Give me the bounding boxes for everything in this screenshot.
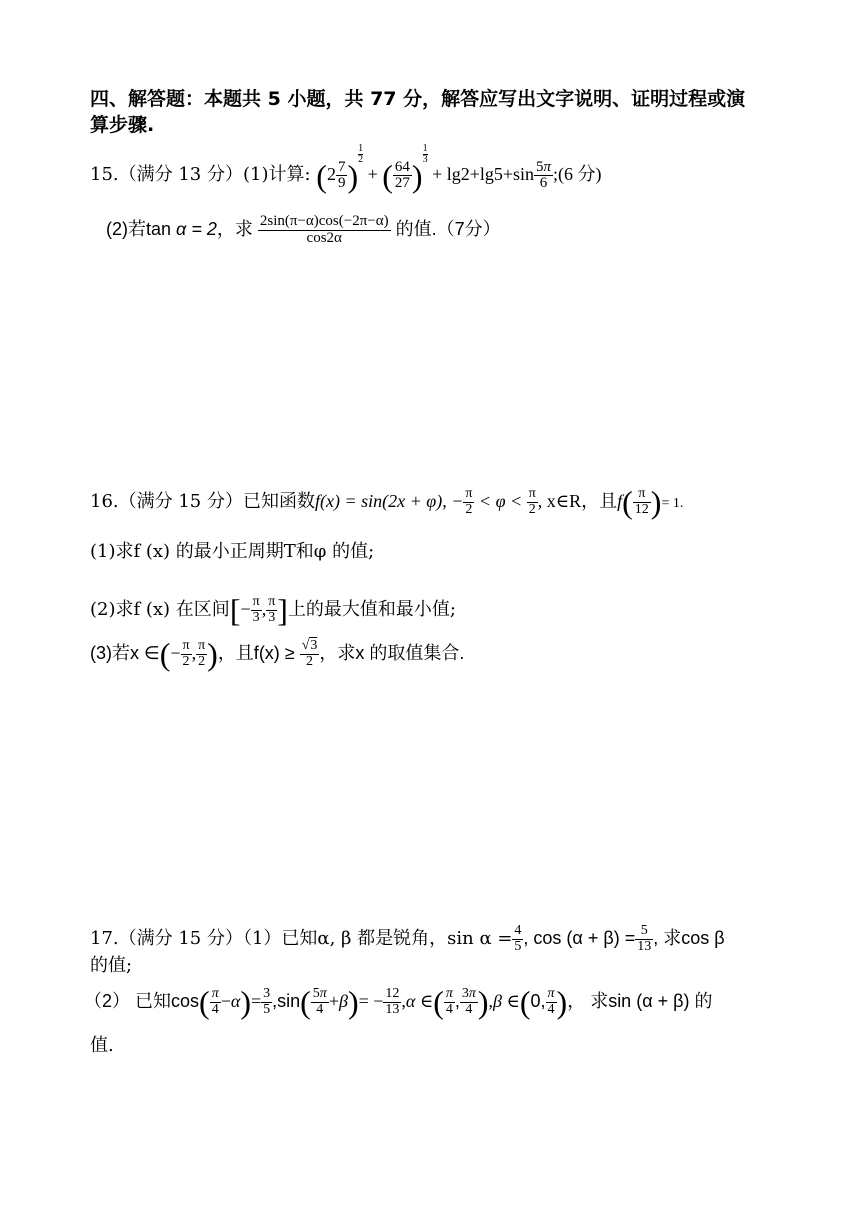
question-16-part-2: (2)求f (x) 在区间[− $\frac{\pi}{3}$ , $\frac{\pi}{3}$ ]上的最大值和最小值;: [90, 592, 457, 628]
question-16-part-3: (3)若x ∈(− $\frac{\pi}{2}$ , $\frac{\pi}{2}$ )，且f(x) ≥ $\frac{√3}{2}$ ，求x 的取值集合.: [90, 636, 465, 672]
question-17-part-2-cont: 值.: [90, 1035, 114, 1056]
question-17-part-1-cont: 的值;: [90, 955, 133, 976]
question-16-stem: 16.（满分 15 分）已知函数f(x) = sin(2x + φ), − $\frac{\pi}{2}$ < φ < $\frac{\pi}{2}$ , x∈R，且f( $\frac{\pi}{12}$ )= 1.: [90, 484, 684, 520]
question-17-part-1: 17.（满分 15 分）（1）已知α, β 都是锐角，sin α = $\frac{4}{5}$ , cos (α + β) = $\frac{5}{13}$ , 求cos β: [90, 923, 725, 954]
question-17-part-2: （2） 已知cos( $\frac{\pi}{4}$ −α)= $\frac{3}{5}$ ,sin( $\frac{5\pi}{4}$ +β)= − $\frac{12}{13}$ ,α ∈( $\frac{\pi}{4}$ , $\frac{3\pi}{4}$ ),β ∈(0, $\frac{\pi}{4}$ )， 求sin (α + β) 的: [84, 984, 713, 1020]
section-heading: 四、解答题：本题共 5 小题，共 77 分，解答应写出文字说明、证明过程或演: [90, 88, 746, 110]
question-16-part-1: (1)求f (x) 的最小正周期T和φ 的值;: [90, 541, 375, 562]
section-heading-cont: 算步骤.: [90, 114, 155, 136]
question-15-part-1: 15.（满分 13 分）(1)计算: (2 $\frac{7}{9}$ ) $\frac{1}{2}$ + ( $\frac{64}{27}$ ) $\frac{1}{3}$ + lg2+lg5+sin $\frac{5\pi}{6}$ ;(6 分): [90, 143, 602, 194]
question-15-part-2: (2)若tan α = 2，求 $\frac{2\sin(\pi-\alpha)\cos(-2\pi-\alpha)}{\cos 2\alpha}$ 的值.（7分）: [106, 213, 501, 246]
